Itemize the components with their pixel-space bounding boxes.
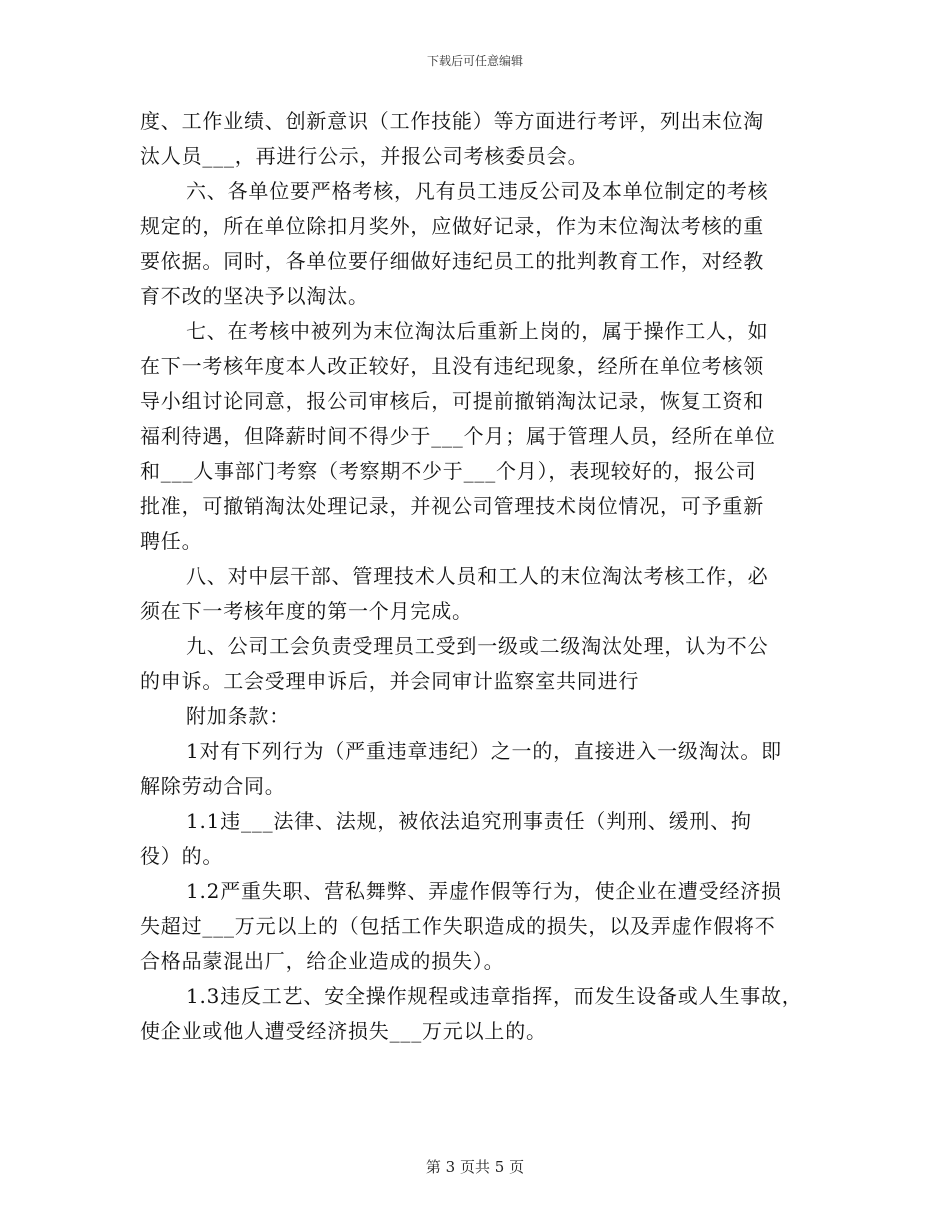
text-line: 1对有下列行为（严重违章违纪）之一的，直接进入一级淘汰。即 [186, 739, 782, 763]
document-body [140, 104, 840, 1049]
text-line: 聘任。 [140, 529, 203, 553]
text-line: 合格品蒙混出厂，给企业造成的损失）。 [140, 949, 505, 973]
text-line: 1.1违___法律、法规，被依法追究刑事责任（判刑、缓刑、拘 [186, 809, 752, 833]
text-line: 1.3违反工艺、安全操作规程或违章指挥，而发生设备或人生事故， [186, 984, 803, 1008]
text-line: 役）的。 [140, 844, 224, 868]
text-line: 度、工作业绩、创新意识（工作技能）等方面进行考评，列出末位淘 [140, 109, 764, 133]
text-line: 批准，可撤销淘汰处理记录，并视公司管理技术岗位情况，可予重新 [140, 494, 764, 518]
text-line: 的申诉。工会受理申诉后，并会同审计监察室共同进行 [140, 669, 640, 693]
text-line: 解除劳动合同。 [140, 774, 286, 798]
text-line: 要依据。同时，各单位要仔细做好违纪员工的批判教育工作，对经教 [140, 249, 764, 273]
text-line: 在下一考核年度本人改正较好，且没有违纪现象，经所在单位考核领 [140, 354, 764, 378]
text-line: 导小组讨论同意，报公司审核后，可提前撤销淘汰记录，恢复工资和 [140, 389, 764, 413]
text-line: 失超过___万元以上的（包括工作失职造成的损失，以及弄虚作假将不 [140, 914, 776, 938]
text-line: 汰人员___，再进行公示，并报公司考核委员会。 [140, 144, 589, 168]
text-line: 育不改的坚决予以淘汰。 [140, 284, 369, 308]
text-line: 和___人事部门考察（考察期不少于___个月），表现较好的，报公司 [140, 459, 757, 483]
text-line: 六、各单位要严格考核，凡有员工违反公司及本单位制定的考核 [186, 179, 769, 203]
text-line: 附加条款： [186, 704, 290, 728]
text-line: 须在下一考核年度的第一个月完成。 [140, 599, 473, 623]
text-line: 1.2严重失职、营私舞弊、弄虚作假等行为，使企业在遭受经济损 [186, 879, 782, 903]
page-header: 下载后可任意编辑 [426, 54, 523, 68]
text-line: 九、公司工会负责受理员工受到一级或二级淘汰处理，认为不公 [186, 634, 769, 658]
text-line: 七、在考核中被列为末位淘汰后重新上岗的，属于操作工人，如 [186, 319, 769, 343]
text-line: 使企业或他人遭受经济损失___万元以上的。 [140, 1019, 547, 1043]
text-line: 八、对中层干部、管理技术人员和工人的末位淘汰考核工作，必 [186, 564, 769, 588]
text-line: 福利待遇，但降薪时间不得少于___个月；属于管理人员，经所在单位 [140, 424, 776, 448]
page-footer: 第 3 页共 5 页 [425, 1158, 525, 1176]
text-line: 规定的，所在单位除扣月奖外，应做好记录，作为末位淘汰考核的重 [140, 214, 764, 238]
